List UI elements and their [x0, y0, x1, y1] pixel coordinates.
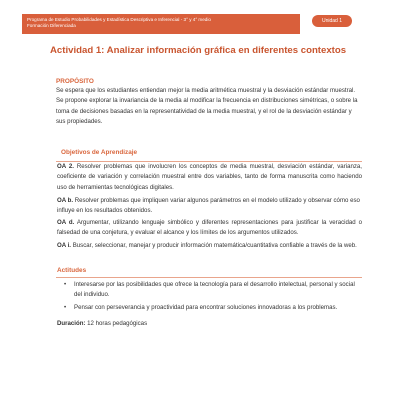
list-item-text: Pensar con perseverancia y proactividad para encontrar soluciones innovadoras a los problemas.	[74, 304, 338, 311]
oa-text: Resolver problemas que impliquen variar algunos parámetros en el modelo utilizado y observar cómo eso influye en los resultados obtenidos.	[57, 197, 360, 215]
oa-code: OA d.	[57, 219, 75, 226]
oa-item	[57, 196, 362, 217]
activity-title: Actividad 1: Analizar información gráfica en diferentes contextos	[50, 45, 347, 56]
oa-text: Buscar, seleccionar, manejar y producir información matemática/cuantitativa confiable a través de la web.	[71, 242, 357, 249]
oa-text: Argumentar, utilizando lenguaje simbólico y diferentes representaciones para justificar la veracidad o falsedad de una conjetura, y evaluar el alcance y los límites de los argumentos utilizados.	[57, 219, 362, 237]
program-banner	[22, 14, 300, 34]
oa-item	[57, 241, 362, 251]
objetivos-heading: Objetivos de Aprendizaje	[61, 149, 138, 156]
program-subtitle: Formación Diferenciada	[27, 23, 76, 28]
oa-code: OA i.	[57, 242, 71, 249]
unit-badge: Unidad 1	[312, 15, 352, 27]
oa-item	[57, 218, 362, 239]
page-header	[0, 0, 400, 46]
list-item-text: Interesarse por las posibilidades que ofrece la tecnología para el desarrollo intelectual, personal y social del individuo.	[74, 281, 355, 299]
bullet-icon: •	[64, 281, 67, 288]
oa-item	[57, 162, 362, 193]
duracion-label: Duración:	[57, 320, 86, 327]
oa-code: OA b.	[57, 197, 74, 204]
duracion	[57, 320, 147, 327]
proposito-heading: PROPÓSITO	[56, 78, 94, 85]
oa-text: Resolver problemas que involucren los conceptos de media muestral, desviación estándar, varianza, coeficiente de variación y correlación muestral entre dos variables, tanto de forma manuscrita como haciendo uso de herramientas tecnológicas digitales.	[57, 163, 362, 191]
bullet-icon: •	[64, 304, 67, 311]
duracion-value: 12 horas pedagógicas	[85, 320, 148, 327]
oa-code: OA 2.	[57, 163, 74, 170]
program-title: Programa de Estudio Probabilidades y Estadística Descriptiva e Inferencial - 3° y 4° medio	[27, 17, 211, 22]
proposito-text: Se espera que los estudiantes entiendan mejor la media aritmética muestral y la desviación estándar muestral. Se propone explorar la invariancia de la media al modificar la frecuencia en distribuciones simétricas, o sobre la toma de decisiones basadas en la representatividad de la media muestral, y el rol de la desviación estándar y sus propiedades.	[56, 87, 358, 126]
actitudes-divider	[56, 277, 362, 278]
actitudes-heading: Actitudes	[57, 267, 87, 274]
